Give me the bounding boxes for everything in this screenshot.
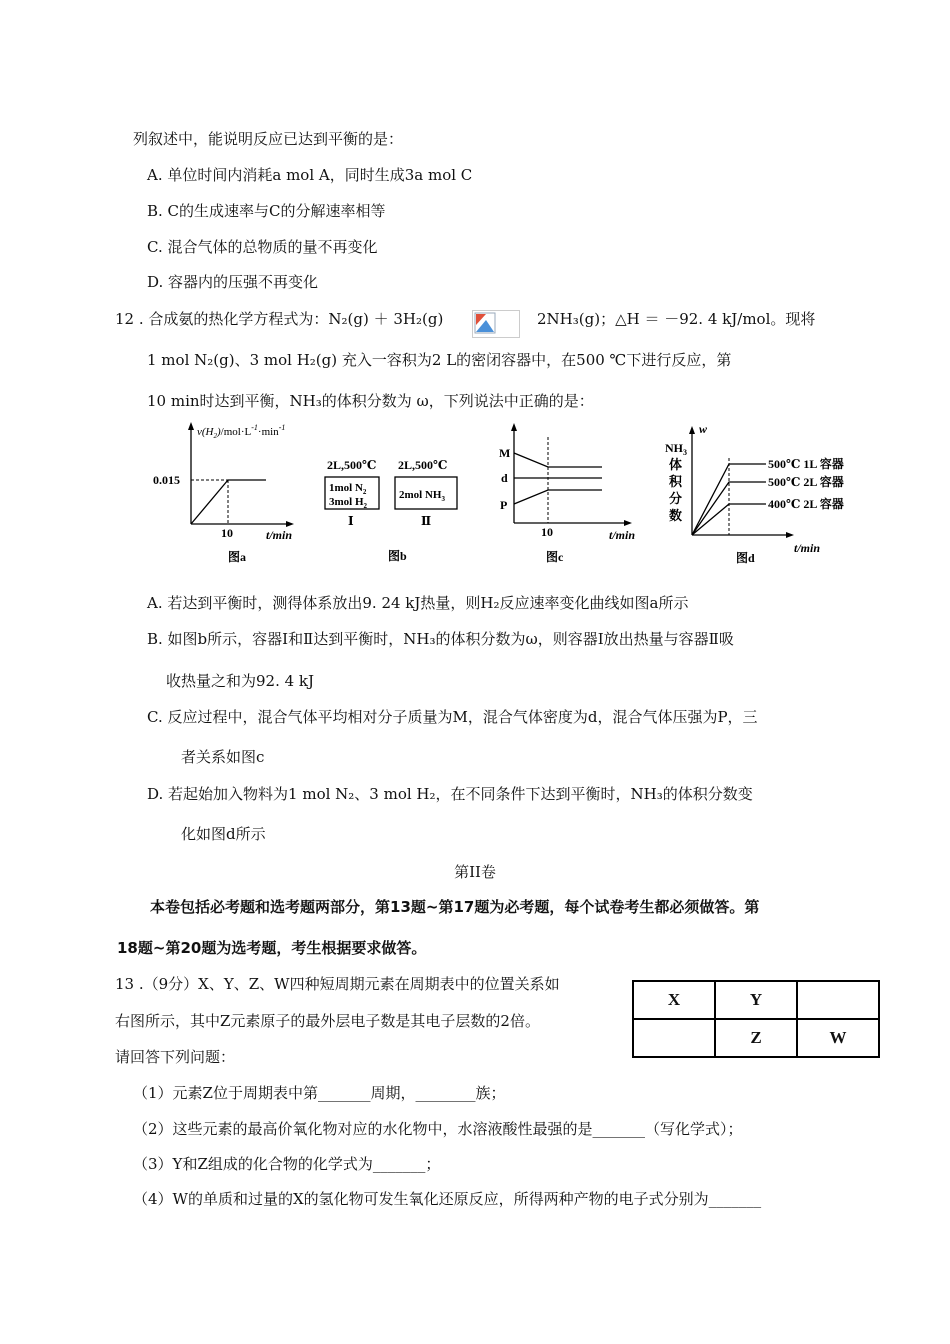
xlabel: t/min	[794, 541, 821, 555]
xtick: 10	[541, 525, 553, 539]
svg-text:NH3: $NH_3$	[665, 441, 687, 457]
ytick: 0.015	[153, 473, 180, 487]
option-b: B. C的生成速率与C的分解速率相等	[147, 202, 386, 220]
legend-3: 400℃ 2L 容器	[768, 497, 844, 511]
figure-c	[494, 423, 644, 568]
svg-text:1mol N2: 1mol $N_2$	[329, 482, 367, 496]
caption: 图d	[736, 551, 755, 565]
question-12-line2: 1 mol N₂(g)、3 mol H₂(g) 充入一容积为2 L的密闭容器中，在500 ℃下进行反应，第	[147, 351, 732, 369]
box2-head: 2L,500℃	[398, 458, 448, 472]
cell-z: Z	[715, 1019, 797, 1057]
sub-question-1: （1）元素Z位于周期表中第_______周期，________族；	[133, 1084, 506, 1102]
label-d: d	[501, 471, 508, 485]
line-P	[514, 490, 602, 504]
ylabel-top: w	[699, 422, 708, 436]
option-12c-line1: C. 反应过程中，混合气体平均相对分子质量为M，混合气体密度为d，混合气体压强为P，三	[147, 708, 758, 726]
option-d: D. 容器内的压强不再变化	[147, 273, 319, 291]
line-M	[514, 453, 602, 467]
option-12d-line2: 化如图d所示	[181, 825, 266, 843]
svg-text:2mol NH3: 2mol $NH_3$	[399, 489, 445, 503]
svg-text:积: 积	[669, 474, 683, 489]
intro-line2: 18题~第20题为选考题，考生根据要求做答。	[117, 939, 427, 957]
option-12c-line2: 者关系如图c	[181, 748, 265, 766]
cell-w: W	[797, 1019, 879, 1057]
option-12d-line1: D. 若起始加入物料为1 mol N₂、3 mol H₂，在不同条件下达到平衡时，NH₃的体积分数变	[147, 785, 753, 803]
svg-text:分: 分	[669, 491, 683, 506]
label-M: M	[499, 446, 511, 460]
svg-text:体: 体	[669, 457, 683, 472]
caption: 图a	[228, 550, 247, 564]
ylabel: $v(H_2)/mol\cdot L^{-1}\cdot\min^{-1}$	[197, 423, 286, 440]
legend-2: 500℃ 2L 容器	[768, 475, 844, 489]
xlabel: t/min	[609, 528, 636, 542]
caption: 图b	[388, 549, 407, 563]
box1-label: Ⅰ	[348, 514, 354, 528]
xtick: 10	[221, 526, 233, 540]
question-13-line2: 右图所示，其中Z元素原子的最外层电子数是其电子层数的2倍。	[115, 1012, 540, 1030]
legend-1: 500℃ 1L 容器	[768, 457, 844, 471]
figure-b	[318, 455, 468, 565]
cell-empty	[633, 1019, 715, 1057]
option-12b-line1: B. 如图b所示，容器Ⅰ和Ⅱ达到平衡时，NH₃的体积分数为ω，则容器Ⅰ放出热量与容器Ⅱ吸	[147, 630, 734, 648]
sub-question-2: （2）这些元素的最高价氧化物对应的水化物中，水溶液酸性最强的是_______（写化学式）；	[133, 1120, 743, 1138]
question-12-line1a: 12 . 合成氨的热化学方程式为：N₂(g) ＋ 3H₂(g)	[115, 310, 444, 328]
periodic-table-fragment	[632, 980, 880, 1058]
question-12-line3: 10 min时达到平衡，NH₃的体积分数为 ω，下列说法中正确的是：	[147, 392, 594, 410]
text-line: 列叙述中，能说明反应已达到平衡的是：	[133, 130, 404, 148]
option-12b-line2: 收热量之和为92. 4 kJ	[166, 672, 315, 690]
caption: 图c	[546, 550, 564, 564]
option-c: C. 混合气体的总物质的量不再变化	[147, 238, 378, 256]
question-13-line3: 请回答下列问题：	[115, 1048, 236, 1066]
broken-image-icon	[472, 310, 520, 338]
question-12-line1b: 2NH₃(g)；△H ＝ －92. 4 kJ/mol。现将	[537, 310, 816, 328]
cell-empty	[797, 981, 879, 1019]
box2-label: Ⅱ	[421, 514, 432, 528]
sub-question-3: （3）Y和Z组成的化合物的化学式为_______；	[133, 1155, 441, 1173]
option-12a: A. 若达到平衡时，测得体系放出9. 24 kJ热量，则H₂反应速率变化曲线如图a所示	[147, 594, 689, 612]
question-13-line1: 13 .（9分）X、Y、Z、W四种短周期元素在周期表中的位置关系如	[115, 975, 560, 993]
figure-a	[148, 418, 308, 568]
cell-x: X	[633, 981, 715, 1019]
sub-question-4: （4）W的单质和过量的X的氢化物可发生氧化还原反应，所得两种产物的电子式分别为_______	[133, 1190, 762, 1208]
section-title: 第II卷	[454, 863, 496, 881]
svg-text:数: 数	[669, 508, 683, 523]
intro-line1: 本卷包括必考题和选考题两部分，第13题~第17题为必考题，每个试卷考生都必须做答。第	[150, 898, 760, 916]
svg-text:3mol H2: 3mol $H_2$	[329, 496, 368, 510]
xlabel: t/min	[266, 528, 293, 542]
figure-d	[658, 418, 868, 568]
label-P: P	[500, 498, 508, 512]
option-a: A. 单位时间内消耗a mol A，同时生成3a mol C	[147, 166, 473, 184]
box1-head: 2L,500℃	[327, 458, 377, 472]
cell-y: Y	[715, 981, 797, 1019]
